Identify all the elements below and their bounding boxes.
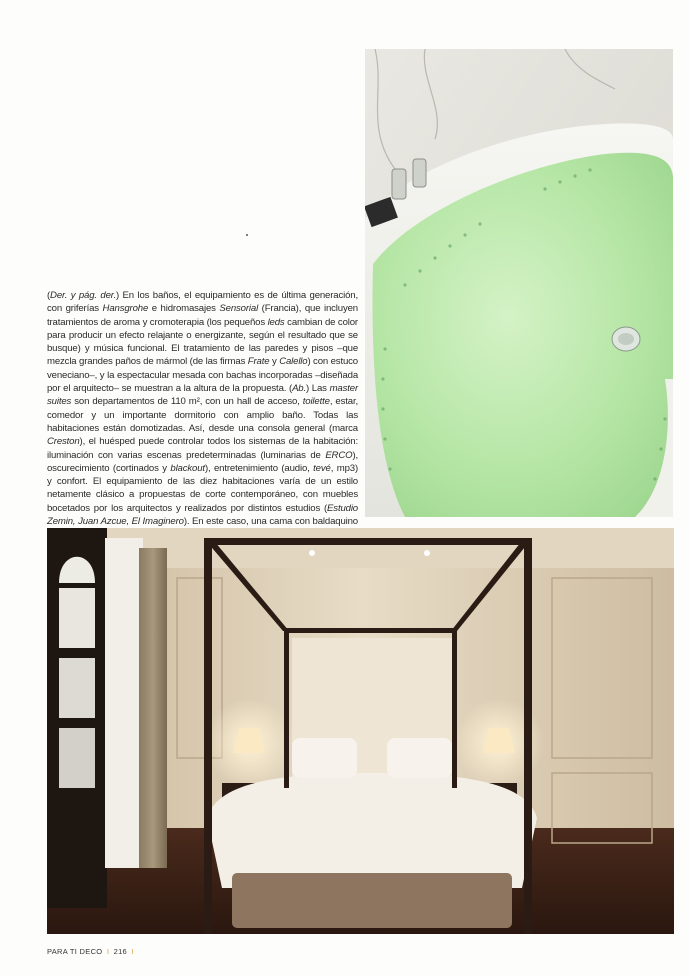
- page-footer: [47, 947, 136, 956]
- bathtub-photo: [365, 49, 673, 517]
- stray-mark: [246, 234, 248, 236]
- footer-separator: I: [106, 947, 110, 956]
- page-number: 216: [113, 947, 128, 956]
- magazine-name: PARA TI DECO: [47, 947, 103, 956]
- footer-trailing-separator: I: [131, 947, 134, 956]
- photo-caption: (Der. y pág. der.) En los baños, el equipamiento es de última generación, con griferías Hansgrohe e hidromasajes Sensorial (Francia), que incluyen tratamientos de aroma y cromoterapia (los pequeños leds cambian de color para producir un efecto relajante o energizante, según el resultado que se busque) y música funcional. El tratamiento de las paredes y pisos –que mezcla grandes paños de mármol (de las firmas Frate y Calello) con estuco veneciano–, y la espectacular mesada con bachas incorporadas –diseñada por el arquitecto– se muestran a la altura de la propuesta. (Ab.) Las master suites son departamentos de 110 m², con un hall de acceso, toilette, estar, comedor y un importante dormitorio con amplio baño. Todas las habitaciones están domotizadas. Así, desde una consola general (marca Creston), el huésped puede controlar todos los sistemas de la habitación: iluminación con varias escenas predeterminadas (luminarias de ERCO), oscurecimiento (cortinados y blackout), entretenimiento (audio, tevé, mp3) y confort. El equipamiento de las diez habitaciones varía de un estilo netamente clásico a propuestas de corte contemporáneo, con muebles bocetados por los arquitectos y realizados por distintos estudios (Estudio Zemin, Juan Azcue, El Imaginero). En este caso, una cama con baldaquino: [47, 290, 358, 528]
- bedroom-photo: [47, 528, 674, 934]
